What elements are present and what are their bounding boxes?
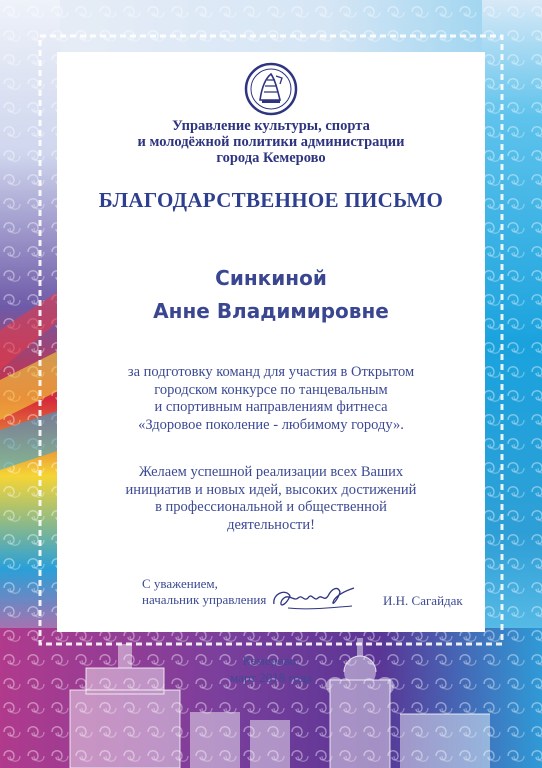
emblem-icon	[244, 62, 298, 116]
signer-name: И.Н. Сагайдак	[383, 593, 463, 608]
org-line-3: города Кемерово	[216, 150, 326, 166]
place-and-date	[0, 652, 542, 686]
paragraph-line: в профессиональной и общественной	[155, 499, 387, 515]
org-line-2: и молодёжной политики администрации	[137, 134, 405, 150]
paragraph-line: городском конкурсе по танцевальным	[154, 381, 388, 398]
recipient-surname: Синкиной	[215, 266, 327, 290]
wishes-paragraph	[0, 464, 542, 534]
paragraph-line: и спортивным направлениям фитнеса	[154, 399, 388, 415]
paragraph-line: «Здоровое поколение - любимому городу».	[138, 416, 404, 433]
closing-block	[142, 576, 266, 608]
paragraph-line: за подготовку команд для участия в Открытом	[127, 364, 415, 380]
date: март 2018 года	[230, 670, 312, 685]
document-title: БЛАГОДАРСТВЕННОЕ ПИСЬМО	[98, 188, 444, 212]
city: Кемерово,	[242, 653, 300, 668]
paragraph-line: деятельности!	[227, 516, 315, 533]
org-line-1: Управление культуры, спорта	[172, 118, 370, 134]
paragraph-line: Желаем успешной реализации всех Ваших	[138, 464, 404, 480]
closing-greeting: С уважением,	[142, 576, 218, 591]
organization-name	[0, 118, 542, 166]
paragraph-line: инициатив и новых идей, высоких достижений	[125, 481, 417, 498]
handwritten-signature	[268, 578, 360, 616]
signer-position: начальник управления	[142, 592, 267, 607]
gratitude-paragraph	[0, 364, 542, 434]
recipient-given-name: Анне Владимировне	[153, 299, 389, 323]
recipient-name	[0, 262, 542, 328]
city-skyline-illustration	[0, 620, 542, 768]
